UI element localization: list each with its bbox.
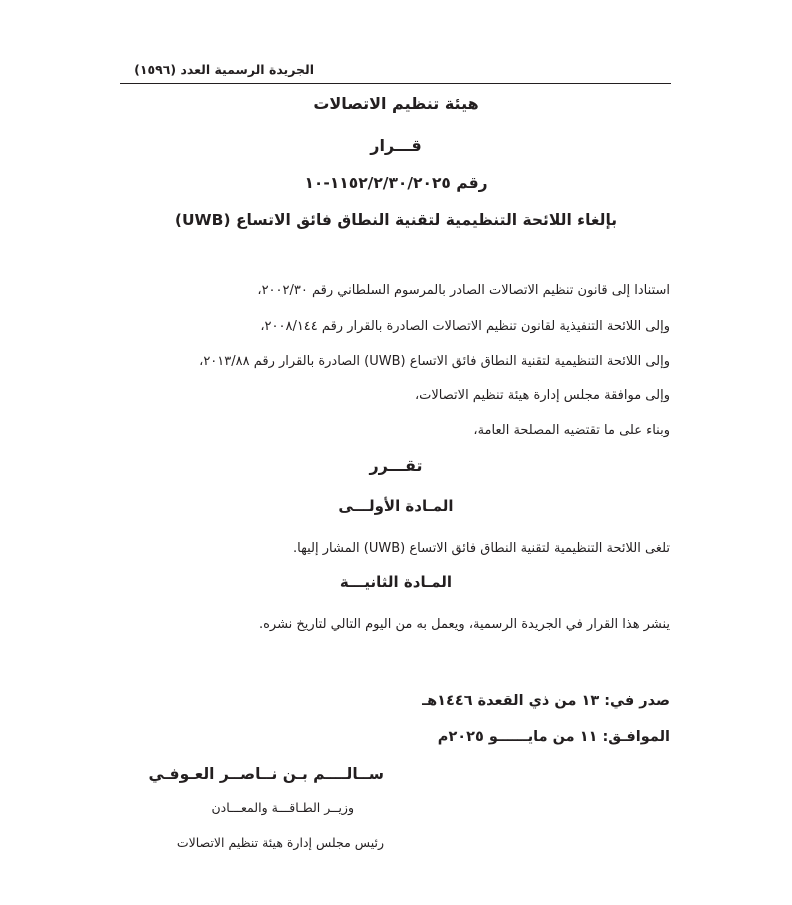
decision-number: رقم ١١٥٢/٢/٣٠/٢٠٢٥-١٠ <box>304 174 488 192</box>
decision-subject: بإلغاء اللائحة التنظيمية لتقنية النطاق فائق الاتساع (UWB) <box>174 211 618 229</box>
signer-title-board: رئيس مجلس إدارة هيئة تنظيم الاتصالات <box>176 835 384 850</box>
corresponding-date: الموافـق: ١١ من مايــــــو ٢٠٢٥م <box>437 729 670 745</box>
article-1-text: تلغى اللائحة التنظيمية لتقنية النطاق فائق الاتساع (UWB) المشار إليها. <box>293 541 670 556</box>
decides-heading: تقـــرر <box>369 456 423 475</box>
signer-title: وزيــر الطـاقـــة والمعـــادن <box>211 800 354 815</box>
article-1-title: المـادة الأولـــى <box>338 497 454 515</box>
article-2-title: المـادة الثانيـــة <box>339 573 453 591</box>
preamble-line: وإلى موافقة مجلس إدارة هيئة تنظيم الاتصالات، <box>414 388 670 403</box>
issued-date: صدر في: ١٣ من ذي القعدة ١٤٤٦هـ <box>422 693 670 709</box>
preamble-line: وإلى اللائحة التنفيذية لقانون تنظيم الاتصالات الصادرة بالقرار رقم ٢٠٠٨/١٤٤، <box>260 319 670 334</box>
preamble-line: استنادا إلى قانون تنظيم الاتصالات الصادر بالمرسوم السلطاني رقم ٢٠٠٢/٣٠، <box>257 283 670 298</box>
decision-label: قـــرار <box>370 136 422 155</box>
preamble-line: وإلى اللائحة التنظيمية لتقنية النطاق فائق الاتساع (UWB) الصادرة بالقرار رقم ٢٠١٣/٨٨، <box>199 354 670 369</box>
gazette-header: الجريدة الرسمية العدد (١٥٩٦) <box>134 62 314 77</box>
article-2-text: ينشر هذا القرار في الجريدة الرسمية، ويعمل به من اليوم التالي لتاريخ نشره. <box>258 617 670 632</box>
preamble-line: وبناء على ما تقتضيه المصلحة العامة، <box>473 423 670 438</box>
signer-name: ســالــــم بـن نــاصــر العـوفـي <box>148 765 384 783</box>
authority-title: هيئة تنظيم الاتصالات <box>313 94 479 113</box>
header-divider <box>120 83 671 84</box>
